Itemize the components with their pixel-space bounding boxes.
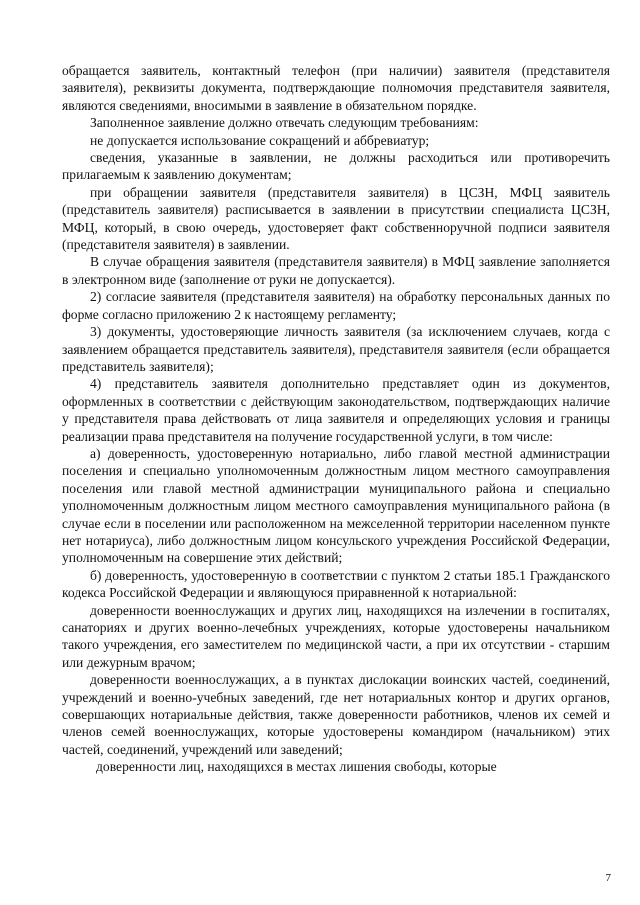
paragraph-item-4b: б) доверенность, удостоверенную в соответствии с пунктом 2 статьи 185.1 Гражданского кодекса Российской Федерации и являющуюся приравненной к нотариальной: xyxy=(62,567,610,601)
paragraph-military-hospitals: доверенности военнослужащих и других лиц, находящихся на излечении в госпиталях, санаториях и других военно-лечебных учреждениях, которые удостоверены начальником такого учреждения, его заместителем по медицинской части, а при их отсутствии - старшим или дежурным врачом; xyxy=(62,602,610,670)
paragraph-item-4a: а) доверенность, удостоверенную нотариально, либо главой местной администрации поселения и специально уполномоченным должностным лицом местного самоуправления поселения или главой местной администрации муниципального района и специально уполномоченным должностным лицом местного самоуправления муниципального района (в случае если в поселении или расположенном на межселенной территории населенном пункте нет нотариуса), либо должностным лицом консульского учреждения Российской Федерации, уполномоченным на совершение этих действий; xyxy=(62,445,610,566)
paragraph-requirements-intro: Заполненное заявление должно отвечать следующим требованиям: xyxy=(90,115,479,131)
paragraph-mfc-electronic: В случае обращения заявителя (представителя заявителя) в МФЦ заявление заполняется в электронном виде (заполнение от руки не допускается). xyxy=(62,254,610,287)
paragraph-item-3: 3) документы, удостоверяющие личность заявителя (за исключением случаев, когда с заявлением обращается представитель заявителя), представителя заявителя (если обращается представитель заявителя); xyxy=(62,324,610,374)
paragraph-no-abbreviations: не допускается использование сокращений и аббревиатур; xyxy=(90,132,430,148)
paragraph-continuation: обращается заявитель, контактный телефон (при наличии) заявителя (представителя заявителя), реквизиты документа, подтверждающие полномочия представителя заявителя, являются сведениями, вносимыми в заявление в обязательном порядке. xyxy=(62,63,610,113)
paragraph-item-2: 2) согласие заявителя (представителя заявителя) на обработку персональных данных по форме согласно приложению 2 к настоящему регламенту; xyxy=(62,289,610,322)
page-number: 7 xyxy=(605,872,611,884)
paragraph-no-contradictions: сведения, указанные в заявлении, не должны расходиться или противоречить прилагаемым к заявлению документам; xyxy=(62,150,610,183)
paragraph-detention: доверенности лиц, находящихся в местах лишения свободы, которые xyxy=(96,759,497,775)
paragraph-item-4: 4) представитель заявителя дополнительно представляет один из документов, оформленных в соответствии с действующим законодательством, подтверждающих наличие у представителя права действовать от лица заявителя и определяющих условия и границы реализации права представителя на получение государственной услуги, в том числе: xyxy=(62,376,610,444)
paragraph-signature: при обращении заявителя (представителя заявителя) в ЦСЗН, МФЦ заявитель (представитель заявителя) расписывается в заявлении в присутствии специалиста ЦСЗН, МФЦ, который, в свою очередь, удостоверяет факт собственноручной подписи заявителя (представителя заявителя) в заявлении. xyxy=(62,184,610,253)
document-body xyxy=(62,62,610,776)
paragraph-military-units: доверенности военнослужащих, а в пунктах дислокации воинских частей, соединений, учреждений и военно-учебных заведений, где нет нотариальных контор и других органов, совершающих нотариальные действия, также доверенности работников, членов их семей и членов семей военнослужащих, которые удостоверены командиром (начальником) этих частей, соединений, учреждений или заведений; xyxy=(62,672,610,757)
